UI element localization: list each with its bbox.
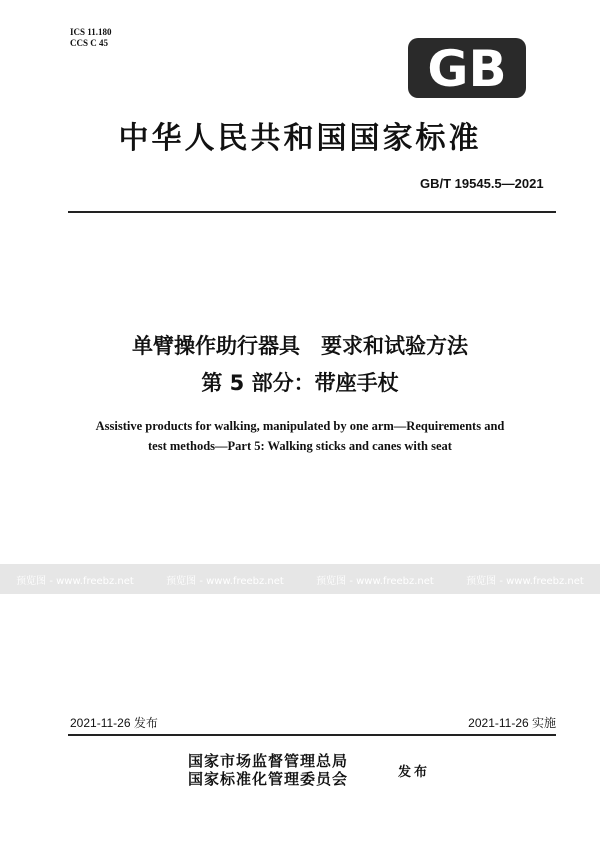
ccs-code: CCS C 45: [70, 38, 109, 48]
implementation-date: 2021-11-26 实施: [468, 716, 556, 730]
bottom-divider: [68, 734, 556, 736]
watermark-banner: [0, 564, 600, 594]
issuer-sac: 国家标准化管理委员会: [188, 770, 349, 788]
publish-label: 发布: [398, 765, 431, 780]
top-divider: [68, 211, 556, 213]
chinese-title-line-1: 单臂操作助行器具 要求和试验方法: [132, 334, 468, 358]
gb-logo: [408, 38, 526, 98]
english-title-line-1: Assistive products for walking, manipulated by one arm—Requirements and: [95, 419, 505, 433]
gb-logo-text: GB: [427, 40, 507, 98]
watermark-text: 预览图 - www.freebz.net: [166, 575, 284, 587]
standard-number: GB/T 19545.5—2021: [420, 176, 544, 191]
ics-code: ICS 11.180: [70, 27, 112, 37]
classification-codes: [70, 27, 112, 49]
english-title: [40, 416, 560, 456]
national-standard-title: 中华人民共和国国家标准: [118, 121, 482, 156]
watermark-text: 预览图 - www.freebz.net: [316, 575, 434, 587]
issue-date: 2021-11-26 发布: [70, 716, 158, 730]
watermark-text: 预览图 - www.freebz.net: [16, 575, 134, 587]
issuer-samr: 国家市场监督管理总局: [188, 752, 349, 770]
watermark-text: 预览图 - www.freebz.net: [466, 575, 584, 587]
issuing-authorities: [188, 752, 348, 788]
english-title-line-2: test methods—Part 5: Walking sticks and canes with seat: [148, 439, 452, 453]
chinese-title-line-2: 第 5 部分：带座手杖: [201, 371, 399, 395]
